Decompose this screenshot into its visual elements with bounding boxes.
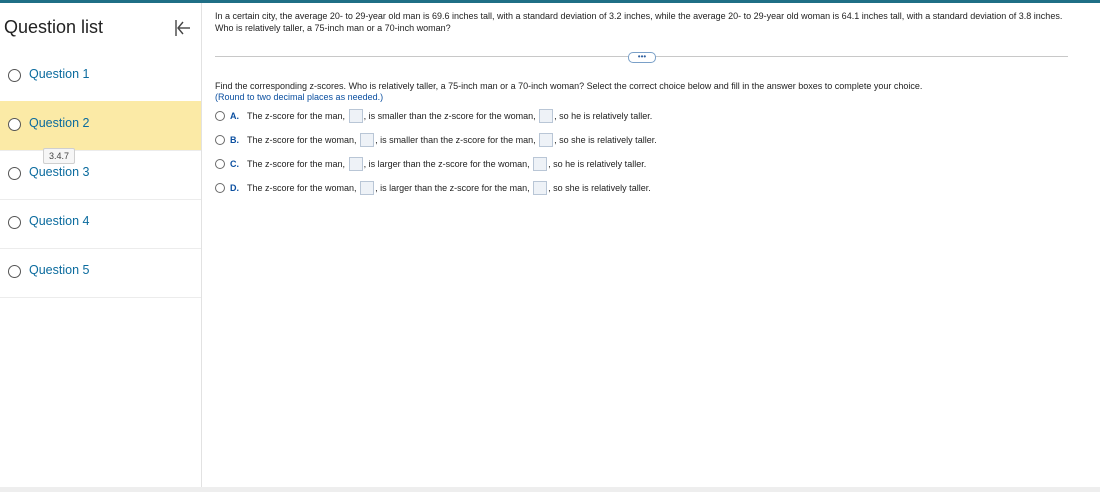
choice-a[interactable]: [215, 109, 652, 125]
question-item-3[interactable]: [0, 150, 201, 200]
choice-text: The z-score for the woman,: [247, 135, 357, 145]
answer-box-woman[interactable]: [360, 181, 374, 195]
question-label: Question 5: [29, 263, 90, 277]
question-status-icon: [8, 167, 21, 180]
answer-box-woman[interactable]: [533, 157, 547, 171]
choice-text: , so she is relatively taller.: [554, 135, 657, 145]
choice-text: , is larger than the z-score for the man,: [375, 183, 530, 193]
choice-radio[interactable]: [215, 111, 225, 121]
choice-letter: D.: [230, 183, 239, 193]
question-instruction: Find the corresponding z-scores. Who is relatively taller, a 75-inch man or a 70-inch woman? Select the correct choice below and fill in the answer boxes to complete your choice.: [215, 81, 923, 91]
choice-text: The z-score for the woman,: [247, 183, 357, 193]
answer-box-man[interactable]: [349, 157, 363, 171]
collapse-sidebar-button[interactable]: [173, 17, 193, 39]
answer-box-man[interactable]: [533, 181, 547, 195]
choice-text: , so she is relatively taller.: [548, 183, 651, 193]
answer-box-woman[interactable]: [539, 109, 553, 123]
question-label: Question 4: [29, 214, 90, 228]
answer-box-woman[interactable]: [360, 133, 374, 147]
choice-text: , is larger than the z-score for the woman,: [363, 159, 530, 169]
question-item-2[interactable]: [0, 101, 201, 151]
choice-letter: A.: [230, 111, 239, 121]
bottom-bar: [0, 487, 1100, 492]
choice-radio[interactable]: [215, 135, 225, 145]
question-item-4[interactable]: [0, 199, 201, 249]
choice-letter: B.: [230, 135, 239, 145]
sidebar-header: [0, 3, 201, 53]
answer-box-man[interactable]: [349, 109, 363, 123]
question-status-icon: [8, 69, 21, 82]
choice-text: , is smaller than the z-score for the woman,: [363, 111, 536, 121]
question-status-icon: [8, 265, 21, 278]
choice-b[interactable]: [215, 133, 657, 149]
choice-text: The z-score for the man,: [247, 111, 346, 121]
question-item-5[interactable]: [0, 248, 201, 298]
choice-c[interactable]: [215, 157, 646, 173]
choice-text: , so he is relatively taller.: [554, 111, 653, 121]
sidebar-title: Question list: [4, 17, 104, 37]
question-status-icon: [8, 118, 21, 131]
choice-d[interactable]: [215, 181, 651, 197]
problem-statement: In a certain city, the average 20- to 29-year old man is 69.6 inches tall, with a standard deviation of 3.2 inches, while the average 20- to 29-year old woman is 64.1 inches tall, with a standard deviation of 3.8 inches. Who is relatively taller, a 75-inch man or a 70-inch woman?: [215, 11, 1063, 33]
choice-radio[interactable]: [215, 183, 225, 193]
collapse-left-icon: [173, 17, 193, 39]
question-label: Question 3: [29, 165, 90, 179]
section-badge: 3.4.7: [43, 148, 75, 164]
question-label: Question 1: [29, 67, 90, 81]
expand-more-button[interactable]: •••: [628, 52, 656, 63]
choice-radio[interactable]: [215, 159, 225, 169]
question-label: Question 2: [29, 116, 90, 130]
rounding-hint: (Round to two decimal places as needed.): [215, 92, 384, 102]
answer-box-man[interactable]: [539, 133, 553, 147]
choice-letter: C.: [230, 159, 239, 169]
question-content: [202, 3, 1100, 487]
choice-text: , is smaller than the z-score for the man,: [375, 135, 536, 145]
question-item-1[interactable]: [0, 52, 201, 102]
choice-text: , so he is relatively taller.: [548, 159, 647, 169]
choice-text: The z-score for the man,: [247, 159, 346, 169]
question-list-sidebar: [0, 3, 202, 487]
question-status-icon: [8, 216, 21, 229]
